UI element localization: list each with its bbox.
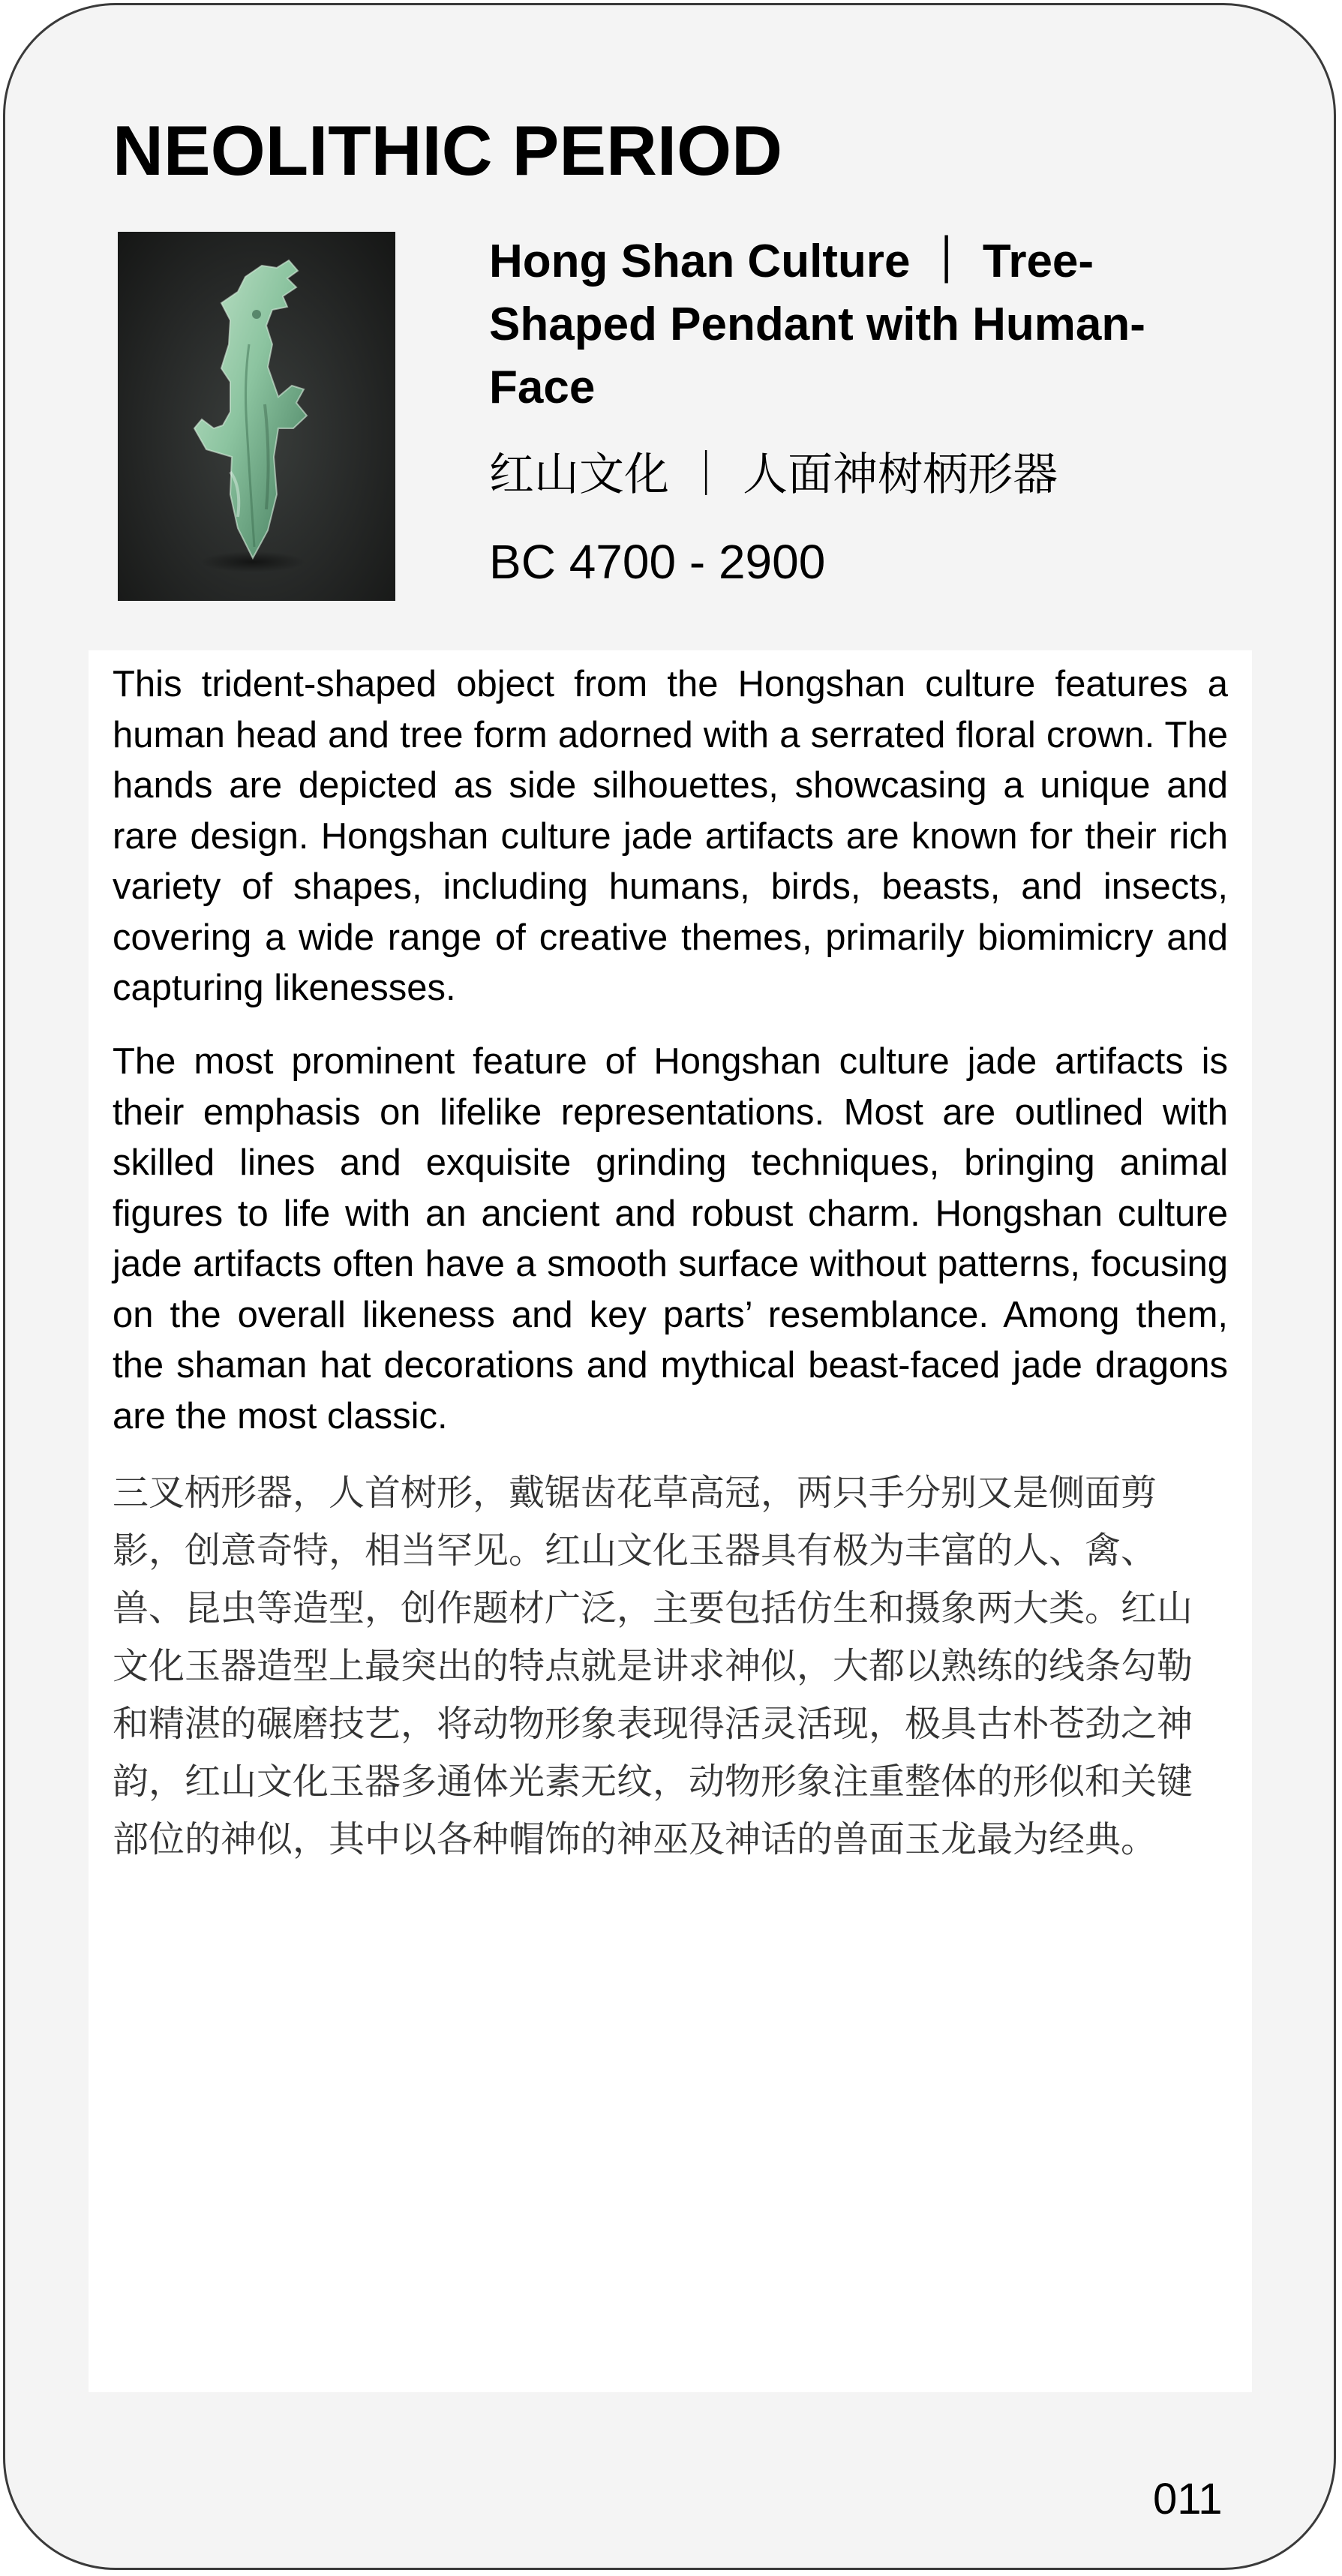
description-en-paragraph-2: The most prominent feature of Hongshan culture jade artifacts is their emphasis on lifelike representations. Most are outlined with skilled lines and exquisite grinding techniques, bringing animal figures to life with an ancient and robust charm. Hongshan culture jade artifacts often have a smooth surface without patterns, focusing on the overall likeness and key parts’ resemblance. Among them, the shaman hat decorations and mythical beast-faced jade dragons are the most classic. — [113, 1041, 1228, 1437]
description-panel — [89, 650, 1252, 2392]
page-number: 011 — [1153, 2475, 1223, 2523]
artifact-title-cn: 红山文化 ｜ 人面神树柄形器 — [489, 449, 1058, 501]
artifact-info — [489, 230, 1239, 593]
description-en-paragraph-1: This trident-shaped object from the Hongshan culture features a human head and tree form adorned with a serrated floral crown. The hands are depicted as side silhouettes, showcasing a unique and rare design. Hongshan culture jade artifacts are known for their rich variety of shapes, including humans, birds, beasts, and insects, covering a wide range of creative themes, primarily biomimicry and capturing likenesses. — [113, 664, 1228, 1008]
jade-pendant-illustration — [118, 232, 395, 601]
artifact-title-en: Hong Shan Culture ｜ Tree-Shaped Pendant with Human-Face — [489, 236, 1145, 413]
page-title: NEOLITHIC PERIOD — [113, 111, 783, 190]
artifact-date: BC 4700 - 2900 — [489, 535, 826, 589]
description-cn-paragraph: 三叉柄形器，人首树形，戴锯齿花草高冠，两只手分别又是侧面剪影，创意奇特，相当罕见。红山文化玉器具有极为丰富的人、禽、兽、昆虫等造型，创作题材广泛，主要包括仿生和摄象两大类。红山文化玉器造型上最突出的特点就是讲求神似，大都以熟练的线条勾勒和精湛的碾磨技艺，将动物形象表现得活灵活现，极具古朴苍劲之神韵，红山文化玉器多通体光素无纹，动物形象注重整体的形似和关键部位的神似，其中以各种帽饰的神巫及神话的兽面玉龙最为经典。 — [113, 1472, 1193, 1860]
artifact-photo — [118, 232, 395, 601]
museum-card — [3, 3, 1336, 2570]
